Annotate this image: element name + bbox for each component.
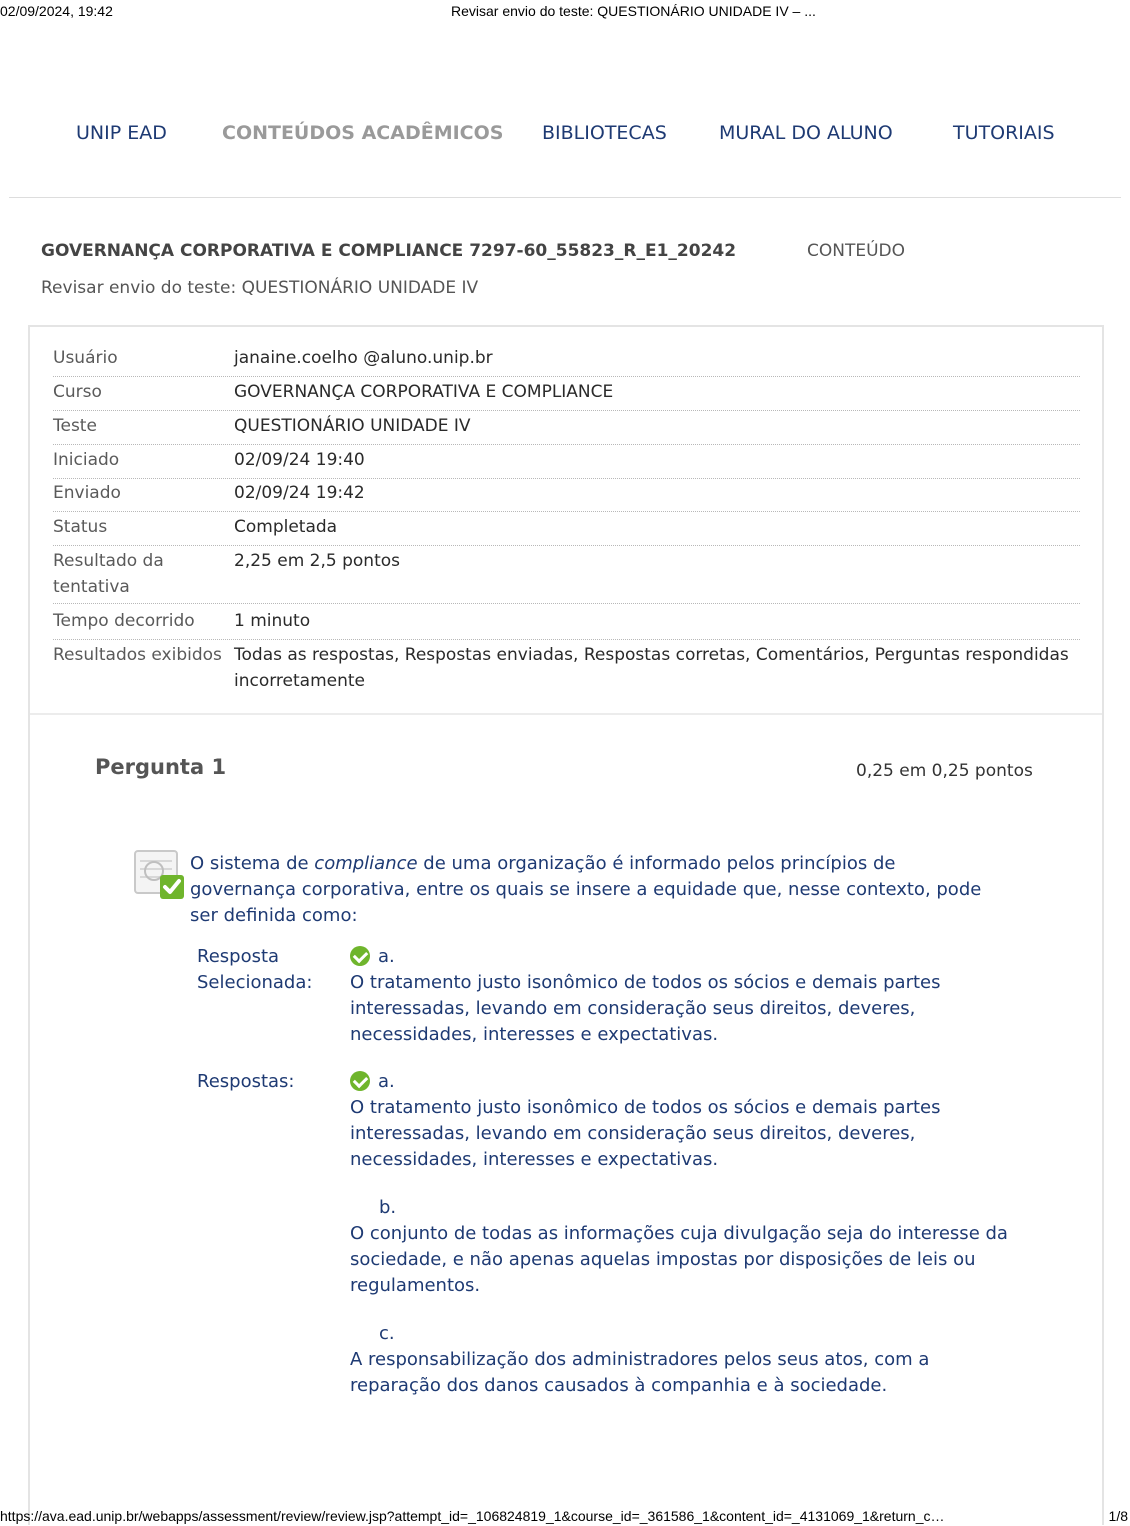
summary-label: Enviado bbox=[53, 483, 121, 503]
summary-value: Todas as respostas, Respostas enviadas, Respostas corretas, Comentários, Perguntas respondidas incorretamente bbox=[234, 645, 1069, 691]
summary-row bbox=[53, 345, 1080, 377]
question-text bbox=[190, 851, 990, 929]
nav-tutoriais[interactable]: TUTORIAIS bbox=[953, 122, 1055, 144]
answer-option bbox=[350, 1195, 1010, 1299]
top-navigation bbox=[0, 122, 1130, 150]
summary-value: 1 minuto bbox=[234, 611, 311, 631]
summary-value: janaine.coelho @aluno.unip.br bbox=[234, 348, 493, 368]
nav-divider bbox=[9, 197, 1121, 198]
summary-row bbox=[53, 642, 1080, 698]
breadcrumb-content[interactable]: CONTEÚDO bbox=[807, 241, 906, 261]
answer-option-letter: b. bbox=[379, 1197, 397, 1218]
nav-mural-do-aluno[interactable]: MURAL DO ALUNO bbox=[719, 122, 893, 144]
summary-row bbox=[53, 413, 1080, 445]
summary-row bbox=[53, 447, 1080, 479]
answer-option-letter: a. bbox=[378, 1071, 395, 1092]
summary-row bbox=[53, 548, 1080, 604]
answer-option bbox=[350, 1321, 1010, 1399]
print-header bbox=[0, 3, 1130, 21]
answer-option bbox=[350, 1069, 1010, 1173]
summary-label: Iniciado bbox=[53, 450, 120, 470]
answers-label: Respostas: bbox=[197, 1071, 295, 1092]
course-title[interactable]: GOVERNANÇA CORPORATIVA E COMPLIANCE 7297-60_55823_R_E1_20242 bbox=[41, 241, 737, 261]
nav-unip-ead[interactable]: UNIP EAD bbox=[76, 122, 167, 144]
summary-value: QUESTIONÁRIO UNIDADE IV bbox=[234, 416, 471, 436]
selected-answer-text: O tratamento justo isonômico de todos os sócios e demais partes interessadas, levando em consideração seus direitos, deveres, necessidades, interesses e expectativas. bbox=[350, 972, 941, 1045]
summary-value: 02/09/24 19:42 bbox=[234, 483, 365, 503]
answer-option-text: O tratamento justo isonômico de todos os sócios e demais partes interessadas, levando em consideração seus direitos, deveres, necessidades, interesses e expectativas. bbox=[350, 1097, 941, 1170]
answer-option-text: O conjunto de todas as informações cuja divulgação seja do interesse da sociedade, e não apenas aquelas impostas por disposições de leis ou regulamentos. bbox=[350, 1223, 1008, 1296]
page-title: Revisar envio do teste: QUESTIONÁRIO UNIDADE IV bbox=[41, 278, 479, 298]
summary-label: Curso bbox=[53, 382, 102, 402]
print-page-title: Revisar envio do teste: QUESTIONÁRIO UNIDADE IV – ... bbox=[451, 3, 816, 19]
summary-row bbox=[53, 608, 1080, 640]
summary-value: 2,25 em 2,5 pontos bbox=[234, 551, 401, 571]
summary-label: Tempo decorrido bbox=[53, 611, 195, 631]
selected-answer bbox=[350, 944, 1010, 1048]
question-text-before: O sistema de bbox=[190, 853, 315, 874]
answer-option-letter-row bbox=[350, 1069, 1010, 1095]
summary-label: Resultados exibidos bbox=[53, 645, 222, 665]
selected-answer-letter-row bbox=[350, 944, 1010, 970]
summary-row bbox=[53, 379, 1080, 411]
summary-label: Usuário bbox=[53, 348, 118, 368]
selected-answer-label: Resposta Selecionada: bbox=[197, 946, 313, 993]
nav-conteudos-academicos[interactable]: CONTEÚDOS ACADÊMICOS bbox=[222, 122, 504, 144]
correct-check-icon bbox=[350, 946, 370, 966]
summary-label: Status bbox=[53, 517, 108, 537]
summary-label: Teste bbox=[53, 416, 97, 436]
question-text-emphasis: compliance bbox=[314, 853, 418, 874]
correct-check-icon bbox=[350, 1071, 370, 1091]
question-text-after: de uma organização é informado pelos princípios de governança corporativa, entre os quais se insere a equidade que, nesse contexto, pode ser definida como: bbox=[190, 853, 982, 926]
summary-value: GOVERNANÇA CORPORATIVA E COMPLIANCE bbox=[234, 382, 614, 402]
summary-row bbox=[53, 480, 1080, 512]
print-page-number: 1/8 bbox=[1108, 1508, 1128, 1524]
question-title: Pergunta 1 bbox=[95, 755, 227, 779]
attempt-summary bbox=[30, 327, 1102, 715]
question-points: 0,25 em 0,25 pontos bbox=[856, 761, 1033, 781]
print-footer bbox=[0, 1508, 1130, 1526]
selected-answer-letter: a. bbox=[378, 946, 395, 967]
summary-row bbox=[53, 514, 1080, 546]
answer-option-text: A responsabilização dos administradores pelos seus atos, com a reparação dos danos causados à companhia e à sociedade. bbox=[350, 1349, 930, 1396]
summary-value: Completada bbox=[234, 517, 338, 537]
question-correct-icon bbox=[134, 849, 186, 901]
print-datetime: 02/09/2024, 19:42 bbox=[0, 3, 113, 19]
summary-label: Resultado da tentativa bbox=[53, 551, 164, 597]
nav-bibliotecas[interactable]: BIBLIOTECAS bbox=[542, 122, 667, 144]
answer-option-letter: c. bbox=[379, 1323, 395, 1344]
summary-value: 02/09/24 19:40 bbox=[234, 450, 365, 470]
print-url: https://ava.ead.unip.br/webapps/assessment/review/review.jsp?attempt_id=_106824819_1&course_id=_361586_1&content_id=_4131069_1&return_c… bbox=[0, 1508, 945, 1524]
